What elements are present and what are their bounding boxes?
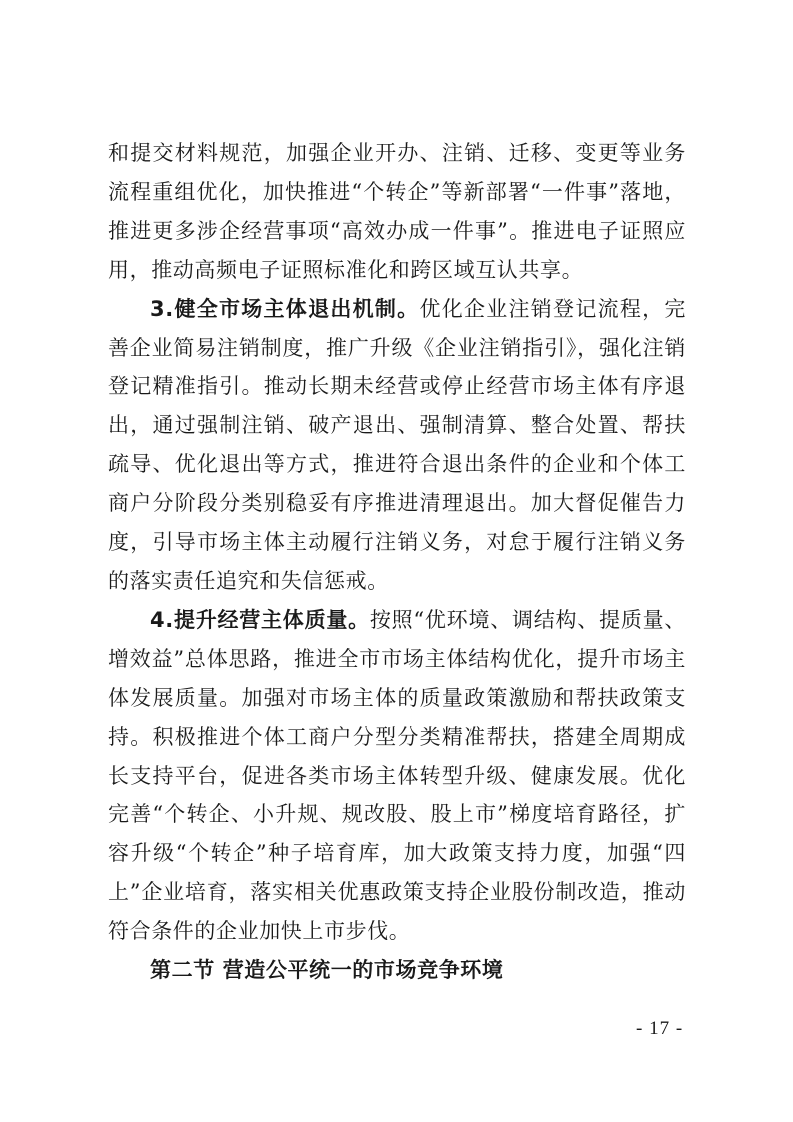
paragraph-text: 按照“优环境、调结构、提质量、增效益”总体思路，推进全市市场主体结构优化，提升市场主体发展质量。加强对市场主体的质量政策激励和帮扶政策支持。积极推进个体工商户分型分类精准帮扶，搭建全周期成长支持平台，促进各类市场主体转型升级、健康发展。优化完善“个转企、小升规、规改股、股上市”梯度培育路径，扩容升级“个转企”种子培育库，加大政策支持力度，加强“四上”企业培育，落实相关优惠政策支持企业股份制改造，推动符合条件的企业加快上市步伐。 (108, 607, 686, 944)
paragraph-text: 和提交材料规范，加强企业开办、注销、迁移、变更等业务流程重组优化，加快推进“个转企”等新部署“一件事”落地，推进更多涉企经营事项“高效办成一件事”。推进电子证照应用，推动高频电子证照标准化和跨区域互认共享。 (108, 141, 686, 282)
paragraph-lead-heading: 3.健全市场主体退出机制。 (150, 296, 420, 321)
paragraph-exit-mechanism (108, 290, 686, 601)
document-body (108, 134, 686, 990)
paragraph-text: 优化企业注销登记流程，完善企业简易注销制度，推广升级《企业注销指引》，强化注销登记精准指引。推动长期未经营或停止经营市场主体有序退出，通过强制注销、破产退出、强制清算、整合处置、帮扶疏导、优化退出等方式，推进符合退出条件的企业和个体工商户分阶段分类别稳妥有序推进清理退出。加大督促催告力度，引导市场主体主动履行注销义务，对怠于履行注销义务的落实责任追究和失信惩戒。 (108, 296, 687, 593)
section-heading: 第二节 营造公平统一的市场竞争环境 (150, 958, 504, 983)
paragraph-lead-heading: 4.提升经营主体质量。 (150, 607, 370, 632)
paragraph-continuation (108, 134, 686, 290)
paragraph-entity-quality (108, 601, 686, 951)
page-number: - 17 - (636, 1018, 684, 1039)
